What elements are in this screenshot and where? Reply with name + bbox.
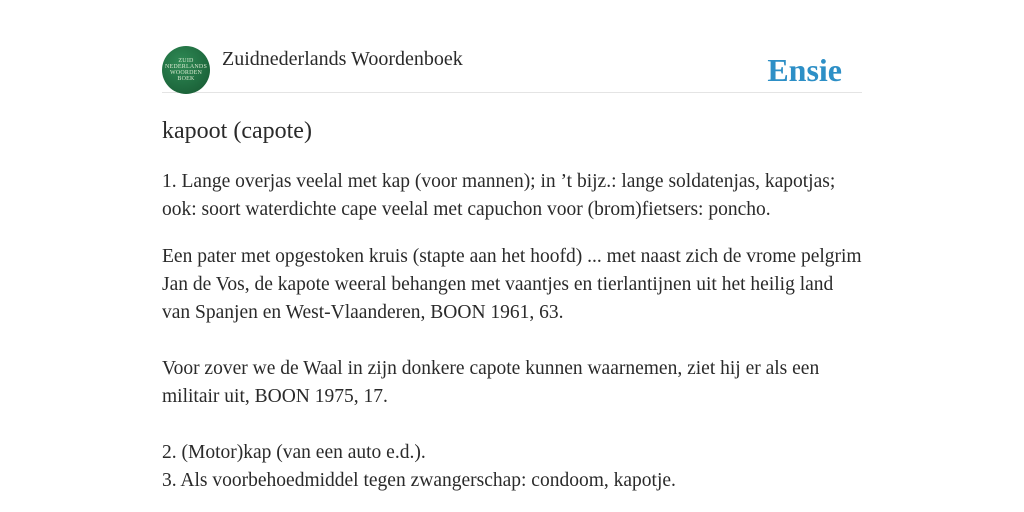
site-logo[interactable] [162,46,210,94]
definition-paragraph: 2. (Motor)kap (van een auto e.d.). [162,442,426,463]
logo-text-line: WOORDEN [169,70,203,76]
quotation-paragraph: Voor zover we de Waal in zijn donkere capote kunnen waarnemen, ziet hij er als een militair uit, BOON 1975, 17. [162,358,820,407]
brand-logo-link[interactable]: Ensie [767,52,842,88]
quotation-paragraph: Een pater met opgestoken kruis (stapte aan het hoofd) ... met naast zich de vrome pelgrim Jan de Vos, de kapote weeral behangen met vaantjes en tierlantijnen uit het heilig land van Spanjen en West-Vlaanderen, BOON 1961, 63. [162,246,862,323]
site-header [162,46,862,93]
logo-text-line: BOEK [177,76,195,82]
logo-text-line: ZUID [178,58,194,64]
logo-text-line: NEDERLANDS [165,64,207,70]
dictionary-name-link[interactable]: Zuidnederlands Woordenboek [222,48,463,70]
definition-paragraph: 1. Lange overjas veelal met kap (voor mannen); in ’t bijz.: lange soldatenjas, kapotjas; ook: soort waterdichte cape veelal met capuchon voor (brom)fietsers: poncho. [162,171,836,220]
definition-paragraph: 3. Als voorbehoedmiddel tegen zwangerschap: condoom, kapotje. [162,470,676,491]
entry-title: kapoot (capote) [162,118,312,144]
entry-body [162,168,862,495]
